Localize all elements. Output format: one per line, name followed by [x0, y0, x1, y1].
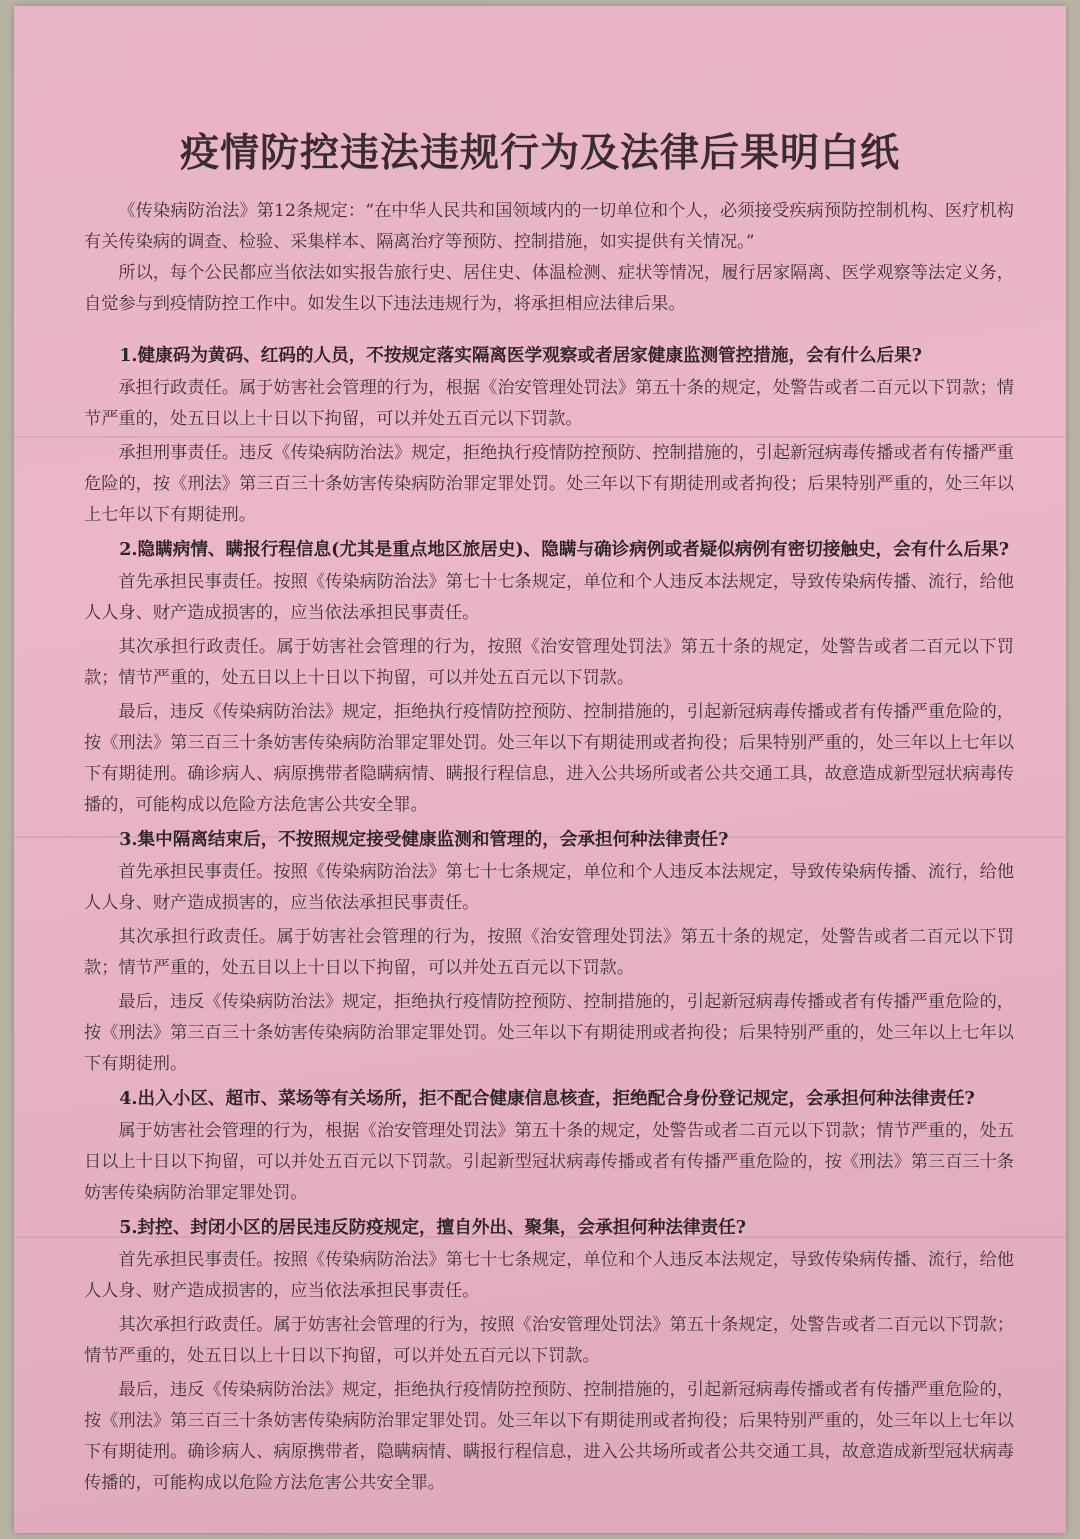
section-3	[84, 824, 1014, 1080]
section-question: 5.封控、封闭小区的居民违反防疫规定，擅自外出、聚集，会承担何种法律责任?	[119, 1217, 747, 1238]
section-answer: 属于妨害社会管理的行为，根据《治安管理处罚法》第五十条的规定，处警告或者二百元以下罚款；情节严重的，处五日以上十日以下拘留，可以并处五百元以下罚款。引起新型冠状病毒传播或者有传播严重危险的，按《刑法》第三百三十条妨害传染病防治罪定罪处罚。	[84, 1121, 1014, 1203]
section-answer: 首先承担民事责任。按照《传染病防治法》第七十七条规定，单位和个人违反本法规定，导致传染病传播、流行，给他人人身、财产造成损害的，应当依法承担民事责任。	[84, 862, 1014, 913]
section-answer: 首先承担民事责任。按照《传染病防治法》第七十七条规定，单位和个人违反本法规定，导致传染病传播、流行，给他人人身、财产造成损害的，应当依法承担民事责任。	[84, 572, 1014, 623]
section-answer: 最后，违反《传染病防治法》规定，拒绝执行疫情防控预防、控制措施的，引起新冠病毒传播或者有传播严重危险的，按《刑法》第三百三十条妨害传染病防治罪定罪处罚。处三年以下有期徒刑或者拘役；后果特别严重的，处三年以上七年以下有期徒刑。确诊病人、病原携带者隐瞒病情、瞒报行程信息，进入公共场所或者公共交通工具，故意造成新型冠状病毒传播的，可能构成以危险方法危害公共安全罪。	[84, 702, 1014, 815]
section-answer: 承担行政责任。属于妨害社会管理的行为，根据《治安管理处罚法》第五十条的规定，处警告或者二百元以下罚款；情节严重的，处五日以上十日以下拘留，可以并处五百元以下罚款。	[84, 378, 1014, 429]
section-answer: 最后，违反《传染病防治法》规定，拒绝执行疫情防控预防、控制措施的，引起新冠病毒传播或者有传播严重危险的，按《刑法》第三百三十条妨害传染病防治罪定罪处罚。处三年以下有期徒刑或者拘役；后果特别严重的，处三年以上七年以下有期徒刑。	[84, 992, 1014, 1074]
section-1	[84, 340, 1014, 531]
section-5	[84, 1212, 1014, 1499]
notice-title: 疫情防控违法违规行为及法律后果明白纸	[179, 130, 900, 176]
section-answer: 最后，违反《传染病防治法》规定，拒绝执行疫情防控预防、控制措施的，引起新冠病毒传播或者有传播严重危险的，按《刑法》第三百三十条妨害传染病防治罪定罪处罚。处三年以下有期徒刑或者拘役；后果特别严重的，处三年以上七年以下有期徒刑。确诊病人、病原携带者，隐瞒病情、瞒报行程信息，进入公共场所或者公共交通工具，故意造成新型冠状病毒传播的，可能构成以危险方法危害公共安全罪。	[84, 1380, 1014, 1493]
section-answer: 承担刑事责任。违反《传染病防治法》规定，拒绝执行疫情防控预防、控制措施的，引起新冠病毒传播或者有传播严重危险的，按《刑法》第三百三十条妨害传染病防治罪定罪处罚。处三年以下有期徒刑或者拘役；后果特别严重的，处三年以上七年以下有期徒刑。	[84, 443, 1014, 525]
section-4	[84, 1083, 1014, 1209]
section-2	[84, 534, 1014, 821]
notice-body	[84, 196, 1014, 1502]
intro	[84, 196, 1014, 320]
section-question: 3.集中隔离结束后，不按照规定接受健康监测和管理的，会承担何种法律责任?	[119, 829, 729, 850]
section-question: 2.隐瞒病情、瞒报行程信息(尤其是重点地区旅居史)、隐瞒与确诊病例或者疑似病例有密切接触史，会有什么后果?	[119, 539, 1010, 560]
section-answer: 其次承担行政责任。属于妨害社会管理的行为，按照《治安管理处罚法》第五十条规定，处警告或者二百元以下罚款；情节严重的，处五日以上十日以下拘留，可以并处五百元以下罚款。	[84, 1315, 1014, 1366]
section-question: 1.健康码为黄码、红码的人员，不按规定落实隔离医学观察或者居家健康监测管控措施，会有什么后果?	[119, 345, 922, 366]
section-answer: 首先承担民事责任。按照《传染病防治法》第七十七条规定，单位和个人违反本法规定，导致传染病传播、流行，给他人人身、财产造成损害的，应当依法承担民事责任。	[84, 1250, 1014, 1301]
intro-paragraph: 《传染病防治法》第12条规定：“在中华人民共和国领域内的一切单位和个人，必须接受疾病预防控制机构、医疗机构有关传染病的调查、检验、采集样本、隔离治疗等预防、控制措施，如实提供有关情况。”	[84, 201, 1014, 252]
section-answer: 其次承担行政责任。属于妨害社会管理的行为，按照《治安管理处罚法》第五十条的规定，处警告或者二百元以下罚款；情节严重的，处五日以上十日以下拘留，可以并处五百元以下罚款。	[84, 927, 1014, 978]
notice-paper	[14, 6, 1066, 1533]
section-answer: 其次承担行政责任。属于妨害社会管理的行为，按照《治安管理处罚法》第五十条的规定，处警告或者二百元以下罚款；情节严重的，处五日以上十日以下拘留，可以并处五百元以下罚款。	[84, 637, 1014, 688]
intro-paragraph: 所以，每个公民都应当依法如实报告旅行史、居住史、体温检测、症状等情况，履行居家隔离、医学观察等法定义务，自觉参与到疫情防控工作中。如发生以下违法违规行为，将承担相应法律后果。	[84, 263, 1014, 314]
section-question: 4.出入小区、超市、菜场等有关场所，拒不配合健康信息核查，拒绝配合身份登记规定，会承担何种法律责任?	[119, 1088, 975, 1109]
